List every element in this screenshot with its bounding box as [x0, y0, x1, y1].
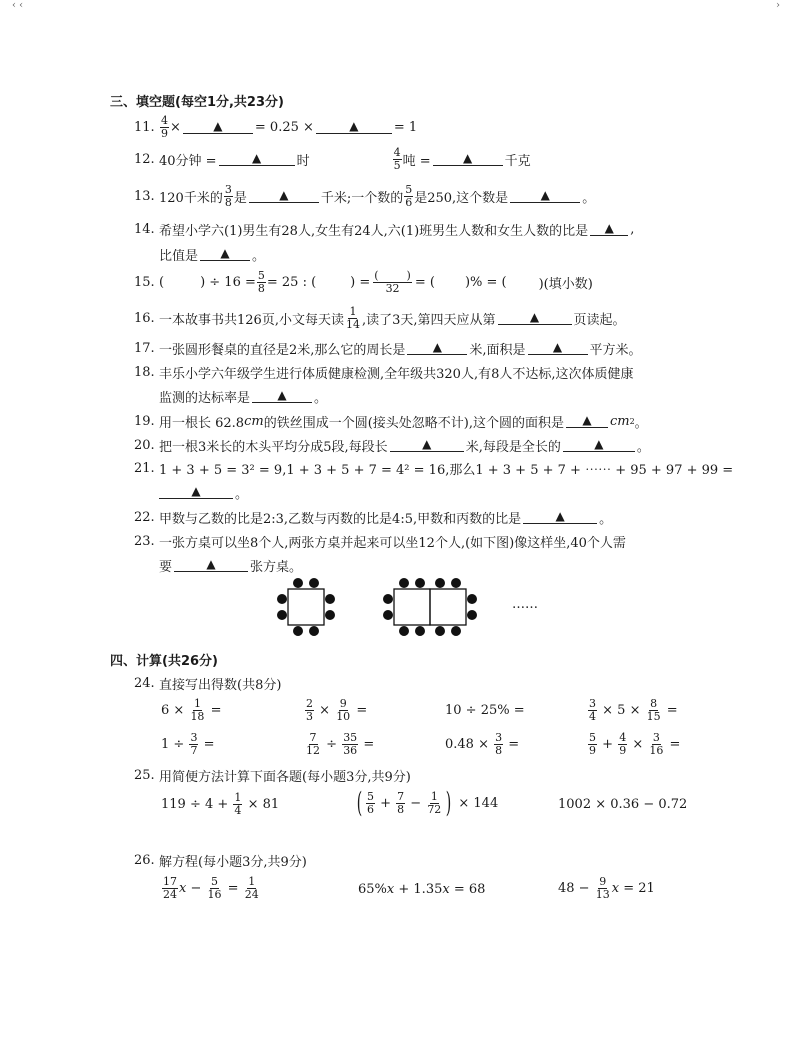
question-number: 17. [134, 340, 155, 356]
answer-blank[interactable]: ▲ [433, 151, 503, 166]
text: 是 [233, 190, 247, 206]
text: 用简便方法计算下面各题(每小题3分,共9分) [159, 769, 411, 785]
text: 。 [634, 415, 648, 431]
question-number: 21. [134, 460, 155, 476]
calc-25-1: 119 ÷ 4 + $\frac{1}{4}$ × 81 [161, 791, 280, 817]
text: 。 [235, 486, 249, 502]
question-number: 22. [134, 509, 155, 525]
question-14 [134, 216, 634, 242]
square-table [430, 589, 466, 625]
text: 。 [582, 190, 596, 206]
fraction: $\frac{3}{8}$ [224, 182, 232, 209]
text: 把一根3米长的木头平均分成5段,每段长 [159, 439, 388, 455]
text: ) = [350, 274, 371, 290]
text: 。 [314, 390, 328, 406]
question-19 [134, 408, 648, 434]
answer-blank[interactable]: ▲ [566, 413, 608, 428]
text: × [170, 119, 181, 135]
text: 页读起。 [573, 312, 626, 328]
text: 米,面积是 [469, 342, 526, 358]
question-25 [134, 762, 411, 788]
question-number: 20. [134, 437, 155, 453]
text: = 25 : ( [266, 274, 317, 290]
calc-24-4: $\frac{3}{4}$ × 5 × $\frac{8}{15}$ = [589, 697, 678, 723]
text: 时 [296, 153, 310, 169]
figure-ellipsis: …… [512, 597, 538, 612]
calc-25-3: 1002 × 0.36 − 0.72 [558, 797, 688, 812]
text: 监测的达标率是 [159, 390, 251, 406]
answer-blank[interactable]: ▲ [528, 340, 588, 355]
answer-blank[interactable]: ▲ [390, 437, 464, 452]
answer-blank[interactable]: ▲ [174, 557, 248, 572]
question-11 [134, 114, 417, 140]
corner-mark-left: ‹ ‹ [12, 0, 24, 11]
answer-blank[interactable]: ▲ [159, 484, 233, 499]
superscript: 2 [629, 416, 635, 426]
square-table [394, 589, 430, 625]
answer-blank[interactable]: ▲ [498, 310, 572, 325]
calc-25-2: ( $\frac{5}{6}$ + $\frac{7}{8}$ − $\frac{1}{72}$ ) × 144 [356, 786, 499, 819]
text: )% = ( [464, 274, 507, 290]
text: 丰乐小学六年级学生进行体质健康检测,全年级共320人,有8人不达标,这次体质健康 [159, 366, 634, 382]
calc-24-5: 1 ÷ $\frac{3}{7}$ = [161, 731, 215, 757]
text: 要 [159, 559, 173, 575]
answer-blank[interactable]: ▲ [407, 340, 467, 355]
fraction[interactable]: $\frac{( )}{32}$ [374, 268, 411, 295]
text: = 0.25 × [254, 119, 314, 135]
question-26 [134, 847, 307, 873]
text: 平方米。 [589, 342, 642, 358]
answer-blank[interactable]: ▲ [219, 151, 295, 166]
question-24 [134, 670, 281, 696]
text: 。 [636, 439, 650, 455]
question-17 [134, 335, 642, 361]
text: 比值是 [159, 248, 199, 264]
question-number: 26. [134, 852, 155, 868]
text: = ( [414, 274, 435, 290]
answer-blank[interactable]: ▲ [316, 119, 392, 134]
equation-26-3: 48 − $\frac{9}{13}$ x = 21 [558, 875, 655, 901]
calc-24-2: $\frac{2}{3}$ × $\frac{9}{10}$ = [306, 697, 368, 723]
corner-mark-right: › [776, 0, 780, 11]
question-18-line2 [159, 383, 327, 409]
text: 的铁丝围成一个圆(接头处忽略不计),这个圆的面积是 [263, 415, 564, 431]
fraction: $\frac{4}{9}$ [161, 113, 168, 140]
calc-24-6: $\frac{7}{12}$ ÷ $\frac{35}{36}$ = [306, 731, 375, 757]
answer-blank[interactable]: ▲ [252, 388, 312, 403]
question-23 [134, 528, 626, 554]
text: 米,每段是全长的 [465, 439, 561, 455]
text: = 1 [393, 119, 418, 135]
calc-24-3: 10 ÷ 25% = [445, 703, 525, 718]
question-number: 24. [134, 675, 155, 691]
fraction: $\frac{5}{6}$ [405, 182, 413, 209]
question-21-line2 [159, 479, 248, 505]
text: 千米;一个数的 [320, 190, 404, 206]
question-21 [134, 455, 733, 481]
calc-24-1: 6 × $\frac{1}{18}$ = [161, 697, 222, 723]
question-number: 16. [134, 310, 155, 326]
question-number: 13. [134, 188, 155, 204]
question-14-line2 [159, 241, 265, 267]
answer-blank[interactable]: ▲ [200, 246, 250, 261]
question-number: 18. [134, 364, 155, 380]
text: 甲数与乙数的比是2:3,乙数与丙数的比是4:5,甲数和丙数的比是 [159, 511, 522, 527]
question-22 [134, 504, 612, 530]
fraction: $\frac{4}{5}$ [393, 145, 401, 172]
question-number: 15. [134, 274, 155, 290]
equation-26-1: $\frac{17}{24}$ x − $\frac{5}{16}$ = $\frac{1}{24}$ [163, 875, 259, 901]
answer-blank[interactable]: ▲ [510, 188, 580, 203]
text: ) ÷ 16 = [200, 274, 256, 290]
question-16 [134, 305, 626, 331]
unit: cm [609, 413, 630, 429]
question-15 [134, 269, 593, 295]
question-number: 19. [134, 413, 155, 429]
question-number: 12. [134, 151, 155, 167]
answer-blank[interactable]: ▲ [183, 119, 253, 134]
answer-blank[interactable]: ▲ [563, 437, 635, 452]
question-number: 11. [134, 119, 155, 135]
square-table [288, 589, 324, 625]
unit: cm [244, 413, 264, 429]
text: 希望小学六(1)男生有28人,女生有24人,六(1)班男生人数和女生人数的比是 [159, 223, 589, 239]
text: 直接写出得数(共8分) [159, 677, 282, 693]
text: 40分钟 = [159, 153, 217, 169]
question-12 [134, 146, 531, 172]
section-4-title: 四、计算(共26分) [110, 654, 218, 669]
text: , [630, 221, 635, 237]
text: 1 + 3 + 5 = 3² = 9,1 + 3 + 5 + 7 = 4² = 16,那么1 + 3 + 5 + 7 + ⋯⋯ + 95 + 97 + 99 = [159, 462, 734, 478]
equation-26-2: 65% x + 1.35 x = 68 [358, 882, 486, 897]
question-number: 25. [134, 767, 155, 783]
text: 一本故事书共126页,小文每天读 [159, 312, 344, 328]
answer-blank[interactable]: ▲ [249, 188, 319, 203]
text: 张方桌。 [250, 559, 303, 575]
text: 。 [252, 248, 266, 264]
fraction: $\frac{1}{14}$ [345, 304, 360, 331]
fraction: $\frac{5}{8}$ [257, 268, 265, 295]
text: 用一根长 62.8 [159, 415, 245, 431]
chair-dots-single [277, 578, 335, 636]
calc-24-7: 0.48 × $\frac{3}{8}$ = [445, 731, 520, 757]
table-seating-figure [270, 575, 490, 645]
text: 。 [599, 511, 613, 527]
text: ( [159, 274, 165, 290]
text: 120千米的 [159, 190, 223, 206]
answer-blank[interactable]: ▲ [590, 221, 628, 236]
text: 一张圆形餐桌的直径是2米,那么它的周长是 [159, 342, 406, 358]
answer-blank[interactable]: ▲ [523, 509, 597, 524]
text: 千克 [504, 153, 531, 169]
question-number: 14. [134, 221, 155, 237]
text: 一张方桌可以坐8个人,两张方桌并起来可以坐12个人,(如下图)像这样坐,40个人需 [159, 535, 626, 551]
text: ,读了3天,第四天应从第 [361, 312, 496, 328]
calc-24-8: $\frac{5}{9}$ + $\frac{4}{9}$ × $\frac{3}{16}$ = [589, 731, 681, 757]
question-18 [134, 359, 633, 385]
text: 吨 = [402, 153, 431, 169]
text: 解方程(每小题3分,共9分) [159, 854, 307, 870]
text: )(填小数) [538, 276, 593, 292]
question-13 [134, 183, 595, 209]
question-number: 23. [134, 533, 155, 549]
text: 是250,这个数是 [414, 190, 509, 206]
section-3-title: 三、填空题(每空1分,共23分) [110, 95, 284, 110]
